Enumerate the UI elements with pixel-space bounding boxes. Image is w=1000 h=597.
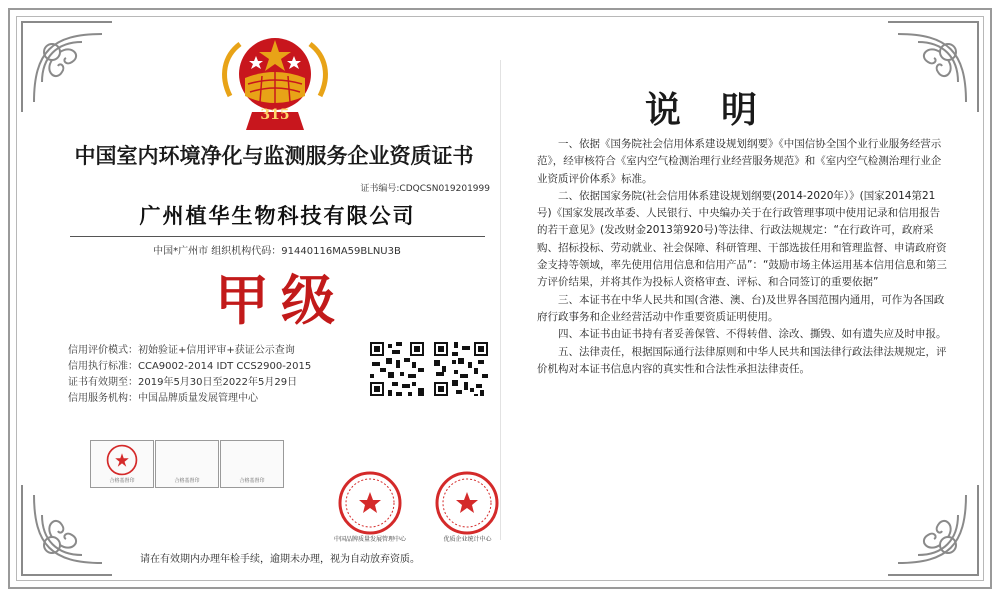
explanation-paragraph: 三、本证书在中华人民共和国(含港、澳、台)及世界各国范围内通用，可作为各国政府行政事务和企业经营活动中作重要资质证明使用。 [537,293,945,323]
qr-code-icon [432,340,490,398]
seal-box [155,440,219,488]
qr-code-icon [368,340,426,398]
ornament-corner-icon [878,12,988,122]
explanation-paragraph: 二、依据国家务院(社会信用体系建设规划纲要(2014-2020年）》(国家2014第21号)《国家发展改革委、人民银行、中央编办关于在行政管理事项中使用记录和信用报告的若干意见》(发改财金2013第920号)等法律、行政法规规定：“在行政许可，政府采购、招标投标、劳动就业、社会保障、科研管理、干部选拔任用和管理监督、申请政府资金支持等领域，率先使用信用信息和信用产品”：“鼓励市场主体运用基本信用信息和第三方评价结果，并将其作为投标人资格审查、评标、和合同签订的重要依据” [537,189,947,289]
footer-note: 请在有效期内办理年检手续，逾期未办理，视为自动放弃资质。 [140,554,420,565]
explanation-paragraph: 五、法律责任，根据国际通行法律原则和中华人民共和国法律行政法律法规规定，评价机构对本证书信息内容的真实性和合法性承担法律责任。 [537,345,947,375]
stamp-caption: 优质企业统计中心 [443,536,492,543]
explanation-body [537,136,949,378]
certificate-number: 证书编号:CDQCSN019201999 [360,184,490,194]
official-stamp-icon [335,468,405,538]
company-name: 广州植华生物科技有限公司 [70,200,485,237]
grade-level: 甲级 [215,268,347,332]
emblem-badge-text: 315 [260,107,290,123]
certificate-title: 中国室内环境净化与监测服务企业资质证书 [74,143,474,168]
explanation-paragraph: 一、依据《国务院社会信用体系建设规划纲要》《中国信协全国个业行业服务经营示范》，经审核符合《室内空气检测治理行业经营服务规范》和《室内空气检测治理行业企业资质评价体系》标准。 [537,138,942,185]
seal-box-caption: 合格基督印 [109,478,135,484]
ornament-corner-icon [12,12,122,122]
seal-box [220,440,284,488]
ornament-corner-icon [12,475,122,585]
explanation-paragraph: 四、本证书由证书持有者妥善保管、不得转借、涂改、撕毁、如有遗失应及时申报。 [558,328,947,341]
stamp-caption: 中国品牌质量发展管理中心 [333,536,406,543]
explanation-title: 说明 [645,89,798,131]
organization-code: 中国*广州市 组织机构代码：91440116MA59BLNU3B [153,246,401,257]
info-row: 信用评价模式：初始验证+信用评审+获证公示查询 [68,345,295,356]
round-seal-icon [105,443,139,477]
official-stamp-icon [432,468,502,538]
ornament-corner-icon [878,475,988,585]
info-list [68,343,368,407]
info-row: 信用执行标准：CCA9002-2014 IDT CCS2900-2015 [68,361,312,372]
info-row: 证书有效期至：2019年5月30日至2022年5月29日 [68,377,298,388]
seal-box-caption: 合格基督印 [239,478,265,484]
seal-box-caption: 合格基督印 [174,478,200,484]
seal-box [90,440,154,488]
info-row: 信用服务机构：中国品牌质量发展管理中心 [68,393,258,404]
